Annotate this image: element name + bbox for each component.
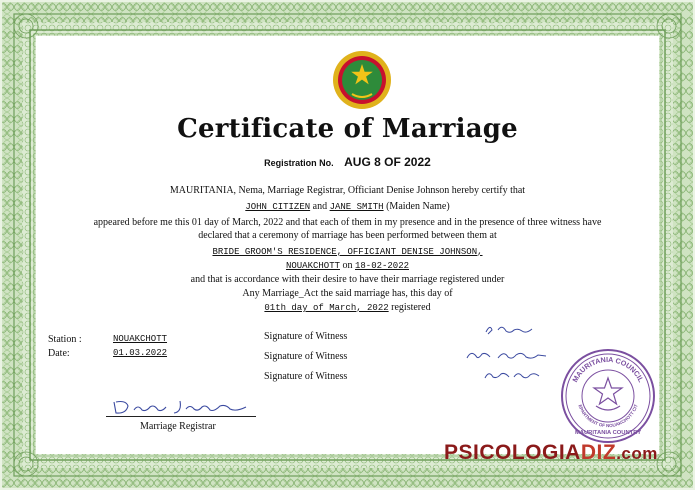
stamp-bottom-text: MAURITANIA COUNTRY (574, 430, 642, 436)
ceremony-line: declared that a ceremony of marriage has been performed between them at (198, 230, 497, 241)
maiden-name-label: (Maiden Name) (386, 201, 450, 212)
registrar-handwriting (110, 398, 252, 416)
registrar-signature-line (106, 416, 256, 417)
registered-text: registered (391, 302, 431, 313)
watermark-part-1: PSICOLOGIA (444, 441, 581, 464)
official-stamp (560, 348, 656, 444)
ceremony-date: 18-02-2022 (355, 261, 410, 271)
act-line: Any Marriage_Act the said marriage has, this day of (242, 288, 453, 299)
ceremony-city: NOUAKCHOTT (285, 261, 340, 271)
witness-signature-1: Signature of Witness (264, 331, 348, 342)
station-value: NOUAKCHOTT (113, 334, 168, 344)
bride-name: JANE SMITH (329, 202, 384, 212)
registration-label: Registration No. (264, 158, 334, 168)
registrar-label: Marriage Registrar (140, 421, 216, 432)
date-label: Date: (48, 348, 70, 359)
names-line (0, 201, 695, 212)
witness-1-handwriting (482, 322, 536, 338)
accordance-line: and that is accordance with their desire to have their marriage registered under (190, 274, 505, 285)
watermark-part-2: DIZ (580, 441, 617, 464)
certify-line: MAURITANIA, Nema, Marriage Registrar, Officiant Denise Johnson hereby certify that (169, 185, 526, 196)
place-line (0, 246, 695, 257)
groom-name: JOHN CITIZEN (245, 202, 311, 212)
national-emblem (332, 50, 392, 110)
place-date-line (0, 260, 695, 271)
station-label: Station : (48, 334, 82, 345)
witness-signature-3: Signature of Witness (264, 371, 348, 382)
site-watermark (444, 441, 658, 465)
certificate-title: Certificate of Marriage (177, 114, 518, 144)
appearance-line: appeared before me this 01 day of March, 2022 and that each of them in my presence and in the presence of three witness have (93, 217, 602, 228)
on-text: on (342, 260, 353, 271)
registration-number: AUG 8 OF 2022 (344, 155, 431, 169)
witness-3-handwriting (482, 368, 542, 382)
ceremony-place: BRIDE GROOM'S RESIDENCE, OFFICIANT DENISE JOHNSON, (212, 247, 483, 257)
registration-line (0, 153, 695, 171)
stamp-top-text: MAURITANIA COUNCIL (570, 354, 646, 384)
registration-day: 01th day of March, 2022 (264, 303, 389, 313)
and-text: and (312, 201, 328, 212)
registered-line (0, 302, 695, 313)
stamp-middle-text: EPARTMENT OF NOUAKCHOTT CIT (577, 403, 639, 429)
witness-2-handwriting (464, 348, 550, 364)
watermark-part-3: .com (616, 444, 658, 463)
witness-signature-2: Signature of Witness (264, 351, 348, 362)
date-value: 01.03.2022 (113, 348, 168, 358)
